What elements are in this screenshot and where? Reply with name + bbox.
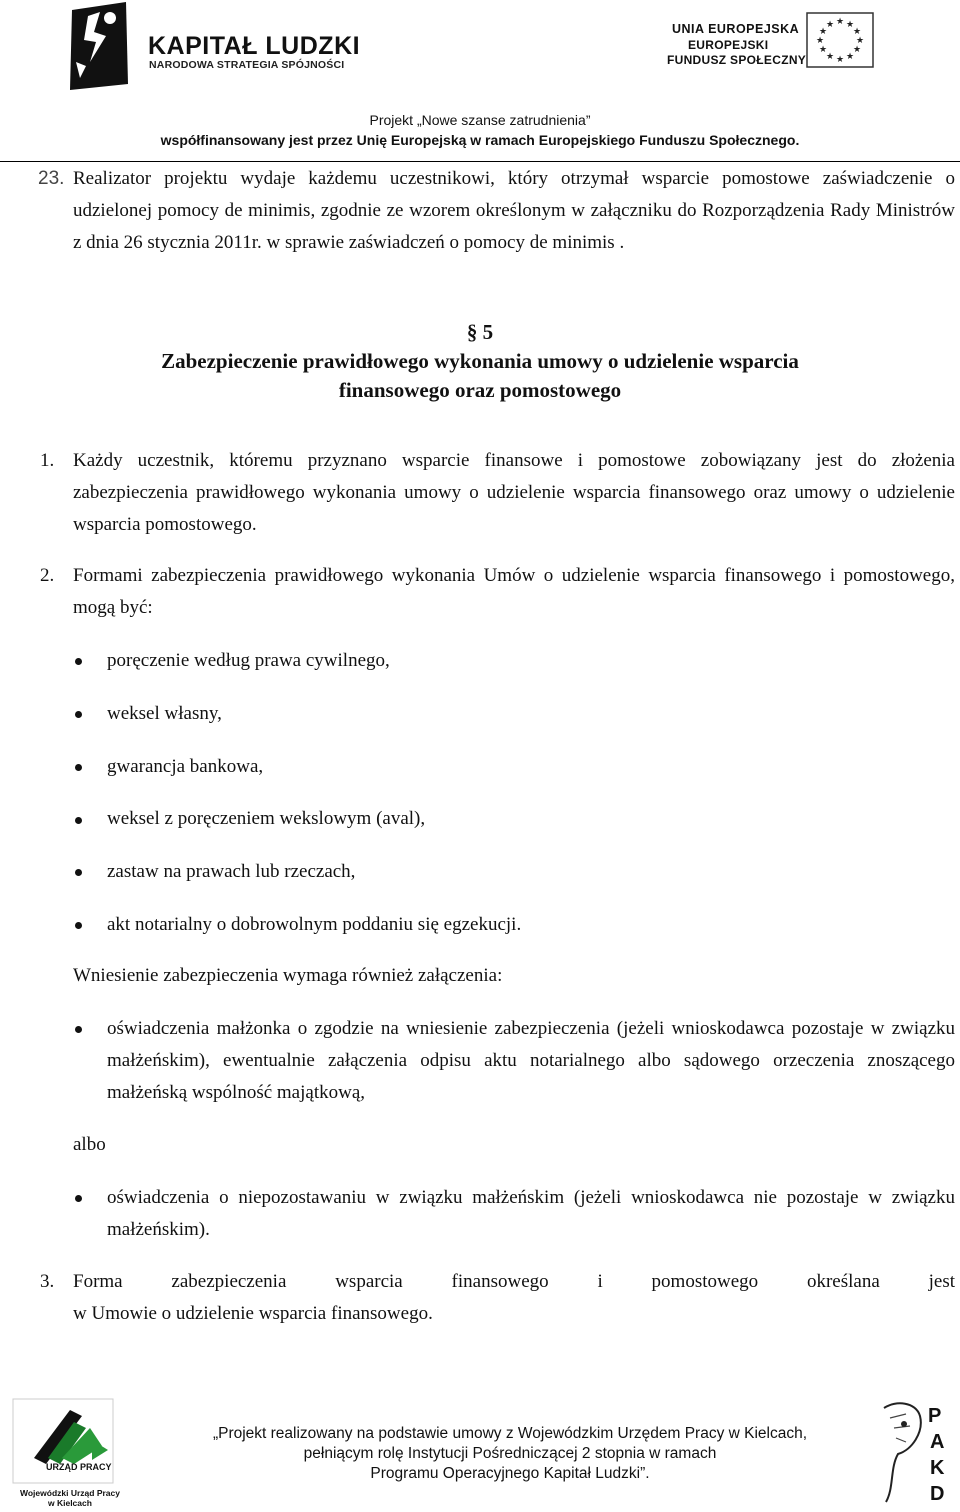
footer-line-2: pełniącym rolę Instytucji Pośredniczącej 2 stopnia w ramach: [303, 1445, 717, 1462]
svg-text:★: ★: [845, 20, 855, 30]
list-item-text: poręczenie według prawa cywilnego,: [107, 650, 390, 671]
pakd-logo: [876, 1398, 956, 1508]
bullet-icon: [75, 922, 82, 929]
eu-line-2: EUROPEJSKI: [688, 38, 769, 52]
section-title-line-2: finansowego oraz pomostowego: [338, 378, 622, 402]
bullet-icon: [75, 817, 82, 824]
wup-caption-2: w Kielcach: [48, 1498, 92, 1508]
svg-text:★: ★: [825, 52, 835, 62]
bullet-icon: [75, 711, 82, 718]
pakd-letter: D: [930, 1483, 945, 1505]
list-item-text: zastaw na prawach lub rzeczach,: [107, 861, 356, 882]
svg-text:★: ★: [835, 17, 845, 27]
eu-line-1: UNIA EUROPEJSKA: [672, 22, 800, 36]
eu-line-3: FUNDUSZ SPOŁECZNY: [667, 53, 807, 67]
bullet-icon: [75, 1026, 82, 1033]
item-2-text: Formami zabezpieczenia prawidłowego wykonania Umów o udzielenie wsparcia finansowego i pomostowego, mogą być:: [73, 565, 955, 618]
requirement-text: Wniesienie zabezpieczenia wymaga również załączenia:: [73, 965, 503, 986]
pakd-letter: P: [928, 1405, 942, 1427]
list-item-text: weksel z poręczeniem wekslowym (aval),: [107, 808, 426, 829]
svg-text:★: ★: [818, 27, 828, 37]
list-item-text: akt notarialny o dobrowolnym poddaniu się egzekucji.: [107, 914, 522, 935]
footer-note: [0, 1424, 960, 1484]
svg-text:★: ★: [852, 27, 862, 37]
project-name: Projekt „Nowe szanse zatrudnienia”: [369, 112, 591, 128]
section-number: § 5: [466, 320, 494, 344]
bullet-icon: [75, 1195, 82, 1202]
svg-text:★: ★: [818, 45, 828, 55]
header-divider: [0, 161, 960, 162]
svg-text:★: ★: [855, 36, 865, 46]
footer-line-3: Programu Operacyjnego Kapitał Ludzki”.: [370, 1465, 650, 1482]
pakd-letter: K: [930, 1457, 945, 1479]
eu-flag-icon: [806, 12, 874, 68]
section-heading: [0, 318, 960, 405]
item-23-text: Realizator projektu wydaje każdemu uczestnikowi, który otrzymał wsparcie pomostowe zaświadczenie o udzielonej pomocy de minimis, zgodnie ze wzorem określonym w załączniku do Rozporządzenia Rady Ministrów z dnia 26 stycznia 2011r. w sprawie zaświadczeń o pomocy de minimis .: [73, 168, 955, 253]
kapital-ludzki-title: KAPITAŁ LUDZKI: [148, 32, 361, 60]
item-1-text: Każdy uczestnik, któremu przyznano wsparcie finansowe i pomostowe zobowiązany jest do złożenia zabezpieczenia prawidłowego wykonania umowy o udzielenie wsparcia finansowego oraz umowy o udzielenie wsparcia pomostowego.: [73, 450, 955, 535]
item-3-number: 3.: [40, 1271, 55, 1292]
svg-text:★: ★: [815, 36, 825, 46]
list-item-text: oświadczenia o niepozostawaniu w związku małżeńskim (jeżeli wnioskodawca nie pozostaje w związku małżeńskim).: [107, 1187, 955, 1240]
footer-line-1: „Projekt realizowany na podstawie umowy z Wojewódzkim Urzędem Pracy w Kielcach,: [212, 1425, 808, 1442]
item-1-number: 1.: [40, 450, 55, 471]
item-3-line-2: w Umowie o udzielenie wsparcia finansowego.: [73, 1303, 433, 1324]
svg-text:★: ★: [835, 55, 845, 65]
bullet-icon: [75, 764, 82, 771]
list-item-text: oświadczenia małżonka o zgodzie na wniesienie zabezpieczenia (jeżeli wnioskodawca pozostaje w związku małżeńskim), ewentualnie załączenia odpisu aktu notarialnego albo sądowego orzeczenia znoszącego małżeńską wspólność majątkową,: [107, 1018, 955, 1103]
bullet-icon: [75, 658, 82, 665]
pakd-letter: A: [930, 1431, 945, 1453]
kapital-ludzki-subtitle: NARODOWA STRATEGIA SPÓJNOŚCI: [149, 59, 345, 71]
section-title-line-1: Zabezpieczenie prawidłowego wykonania umowy o udzielenie wsparcia: [161, 349, 799, 373]
svg-text:★: ★: [845, 52, 855, 62]
svg-text:★: ★: [825, 20, 835, 30]
page-header: [0, 0, 960, 165]
list-item-text: weksel własny,: [107, 703, 222, 724]
list-item-text: gwarancja bankowa,: [107, 756, 264, 777]
or-text: albo: [73, 1134, 106, 1155]
item-23-number: 23.: [38, 168, 65, 189]
item-2-number: 2.: [40, 565, 55, 586]
svg-text:★: ★: [852, 45, 862, 55]
item-3-line-1: Forma zabezpieczenia wsparcia finansowego i pomostowego określana jest: [73, 1271, 955, 1292]
wup-caption-1: Wojewódzki Urząd Pracy: [20, 1488, 120, 1498]
bullet-icon: [75, 869, 82, 876]
wup-label: URZĄD PRACY: [46, 1462, 112, 1472]
cofinancing-note: współfinansowany jest przez Unię Europejską w ramach Europejskiego Funduszu Społecznego.: [160, 132, 800, 148]
